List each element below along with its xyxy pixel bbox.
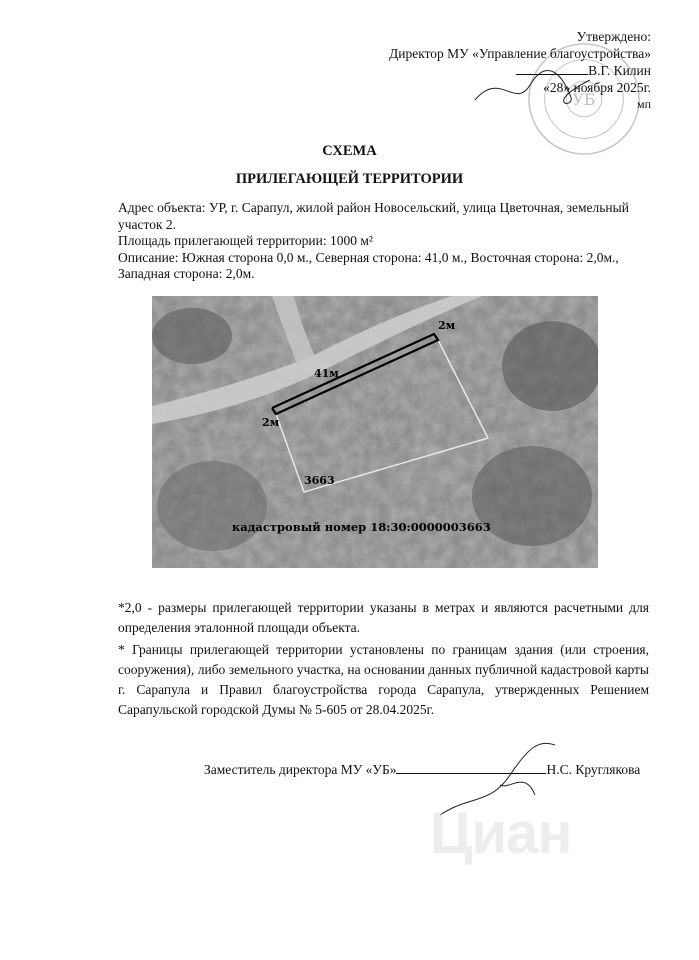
map-cadastral-number: кадастровый номер 18:30:0000003663 (232, 520, 491, 534)
map-label-2m-left: 2м (262, 416, 280, 429)
object-info (118, 200, 648, 283)
territory-description: Описание: Южная сторона 0,0 м., Северная сторона: 41,0 м., Восточная сторона: 2,0м., Западная сторона: 2,0м. (118, 249, 619, 281)
approved-label: Утверждено: (576, 29, 651, 44)
note-boundaries: * Границы прилегающей территории установлены по границам здания (или строения, сооружения), либо земельного участка, на основании данных публичной кадастровой карты г. Сарапула и Правил благоустройства города Сарапула, утвержденных Решением Сарапульской городской Думы № 5-605 от 28.04.2025г. (118, 642, 649, 717)
deputy-signature-row (204, 760, 640, 778)
cadastral-map (152, 296, 598, 568)
document-title: СХЕМА (322, 143, 377, 159)
seal-mark: мп (636, 97, 651, 111)
map-label-41m: 41м (314, 367, 339, 380)
stamp-text: УБ (572, 89, 596, 109)
director-signature (470, 60, 600, 120)
territory-area: Площадь прилегающей территории: 1000 м² (118, 233, 373, 248)
note-dimensions: *2,0 - размеры прилегающей территории указаны в метрах и являются расчетными для определения эталонной площади объекта. (118, 600, 649, 635)
approval-date: «28» ноября 2025г. (543, 80, 651, 95)
map-label-2m-top: 2м (438, 319, 456, 332)
director-name: В.Г. Килин (588, 63, 651, 78)
document-subtitle: ПРИЛЕГАЮЩЕЙ ТЕРРИТОРИИ (235, 171, 464, 187)
map-label-parcel: 3663 (304, 474, 335, 487)
watermark: Циан (430, 801, 572, 866)
object-address: Адрес объекта: УР, г. Сарапул, жилой район Новосельский, улица Цветочная, земельный участок 2. (118, 200, 629, 232)
director-position: Директор МУ «Управление благоустройства» (389, 46, 651, 61)
deputy-position: Заместитель директора МУ «УБ» (204, 762, 397, 777)
deputy-name: Н.С. Круглякова (546, 762, 641, 777)
